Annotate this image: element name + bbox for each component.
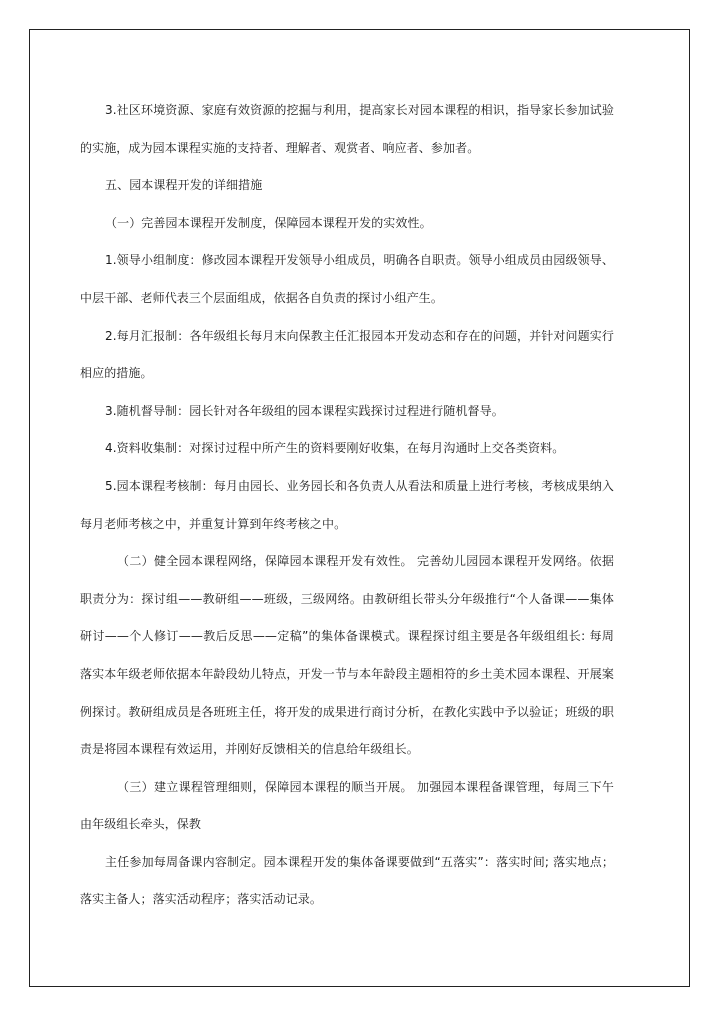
paragraph-assessment: 5.园本课程考核制：每月由园长、业务园长和各负责人从看法和质量上进行考核，考核成果纳入每月老师考核之中，并重复计算到年终考核之中。 [80, 478, 614, 531]
paragraph-community-resources: 3.社区环境资源、家庭有效资源的挖掘与利用，提高家长对园本课程的相识，指导家长参加试验的实施，成为园本课程实施的支持者、理解者、观赏者、响应者、参加者。 [80, 103, 614, 155]
section-heading-five: 五、园本课程开发的详细措施 [105, 178, 263, 193]
subsection-heading-one: （一）完善园本课程开发制度，保障园本课程开发的实效性。 [105, 215, 432, 230]
paragraph-curriculum-network: （二）健全园本课程网络，保障园本课程开发有效性。 完善幼儿园园本课程开发网络。依据职责分为：探讨组——教研组——班级，三级网络。由教研组长带头分年级推行“个人备课——集体研讨——个人修订——教后反思——定稿”的集体备课模式。课程探讨组主要是各年级组组长: 每周落实本年级老师依据本年龄段幼儿特点，开发一节与本年龄段主题相符的乡土美术园本课程、开展案例探讨。教研组成员是各班班主任，将开发的成果进行商讨分析，在教化实践中予以验证；班级的职责是将园本课程有效运用，并刚好反馈相关的信息给年级组长。 [80, 554, 614, 757]
paragraph-management-rules: （三）建立课程管理细则，保障园本课程的顺当开展。 加强园本课程备课管理，每周三下午由年级组长牵头，保教 [80, 779, 614, 832]
paragraph-random-supervision: 3.随机督导制：园长针对各年级组的园本课程实践探讨过程进行随机督导。 [105, 403, 504, 418]
paragraph-five-implementations: 主任参加每周备课内容制定。园本课程开发的集体备课要做到“五落实”：落实时间; 落实地点；落实主备人；落实活动程序；落实活动记录。 [80, 854, 614, 907]
paragraph-leadership-group: 1.领导小组制度：修改园本课程开发领导小组成员，明确各自职责。领导小组成员由园级领导、中层干部、老师代表三个层面组成，依据各自负责的探讨小组产生。 [80, 253, 614, 305]
paragraph-monthly-report: 2.每月汇报制：各年级组长每月末向保教主任汇报园本开发动态和存在的问题，并针对问题实行相应的措施。 [80, 328, 614, 381]
paragraph-material-collection: 4.资料收集制：对探讨过程中所产生的资料要刚好收集，在每月沟通时上交各类资料。 [105, 441, 565, 456]
document-body [80, 92, 614, 919]
